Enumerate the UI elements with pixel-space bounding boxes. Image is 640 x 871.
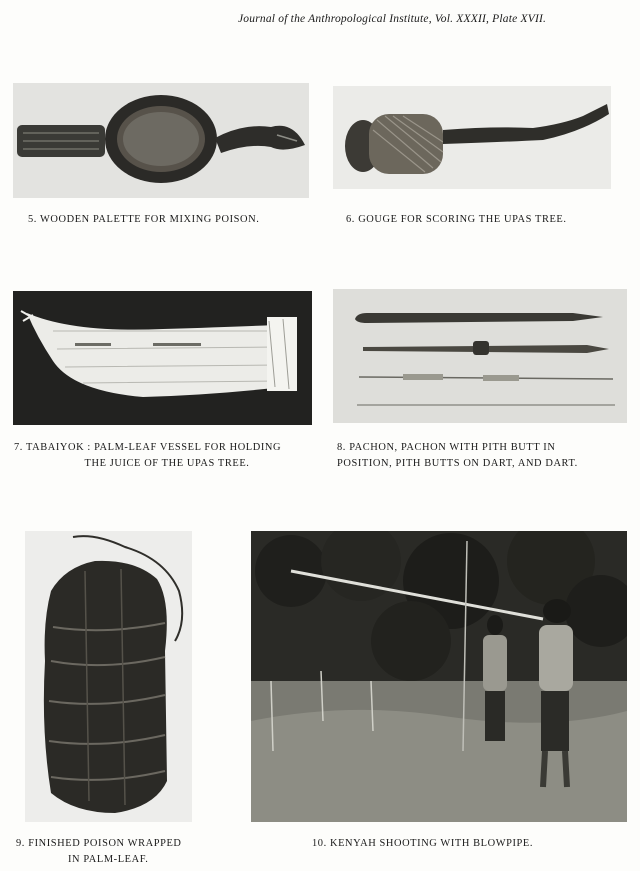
caption-fig-7-line-2: THE JUICE OF THE UPAS TREE. bbox=[84, 458, 250, 469]
caption-fig-9-line-2: IN PALM-LEAF. bbox=[68, 854, 149, 865]
caption-fig-7-line-1: 7. TABAIYOK : PALM-LEAF VESSEL FOR HOLDING bbox=[14, 442, 282, 453]
caption-fig-9-line-1: 9. FINISHED POISON WRAPPED bbox=[16, 838, 182, 849]
caption-fig-8-line-2: POSITION, PITH BUTTS ON DART, AND DART. bbox=[337, 458, 578, 469]
journal-header: Journal of the Anthropological Institute, Vol. XXXII, Plate XVII. bbox=[238, 13, 547, 25]
photo-pachon-darts bbox=[333, 289, 627, 423]
photo-gouge bbox=[333, 86, 611, 189]
caption-fig-10: 10. KENYAH SHOOTING WITH BLOWPIPE. bbox=[312, 838, 534, 849]
photo-wooden-palette bbox=[13, 83, 309, 198]
photo-kenyah-blowpipe bbox=[251, 531, 627, 822]
photo-wrapped-poison bbox=[25, 531, 192, 822]
photo-palm-leaf-vessel bbox=[13, 291, 312, 425]
caption-fig-8-line-1: 8. PACHON, PACHON WITH PITH BUTT IN bbox=[337, 442, 556, 453]
caption-fig-6: 6. GOUGE FOR SCORING THE UPAS TREE. bbox=[346, 214, 567, 225]
caption-fig-5: 5. WOODEN PALETTE FOR MIXING POISON. bbox=[28, 214, 260, 225]
